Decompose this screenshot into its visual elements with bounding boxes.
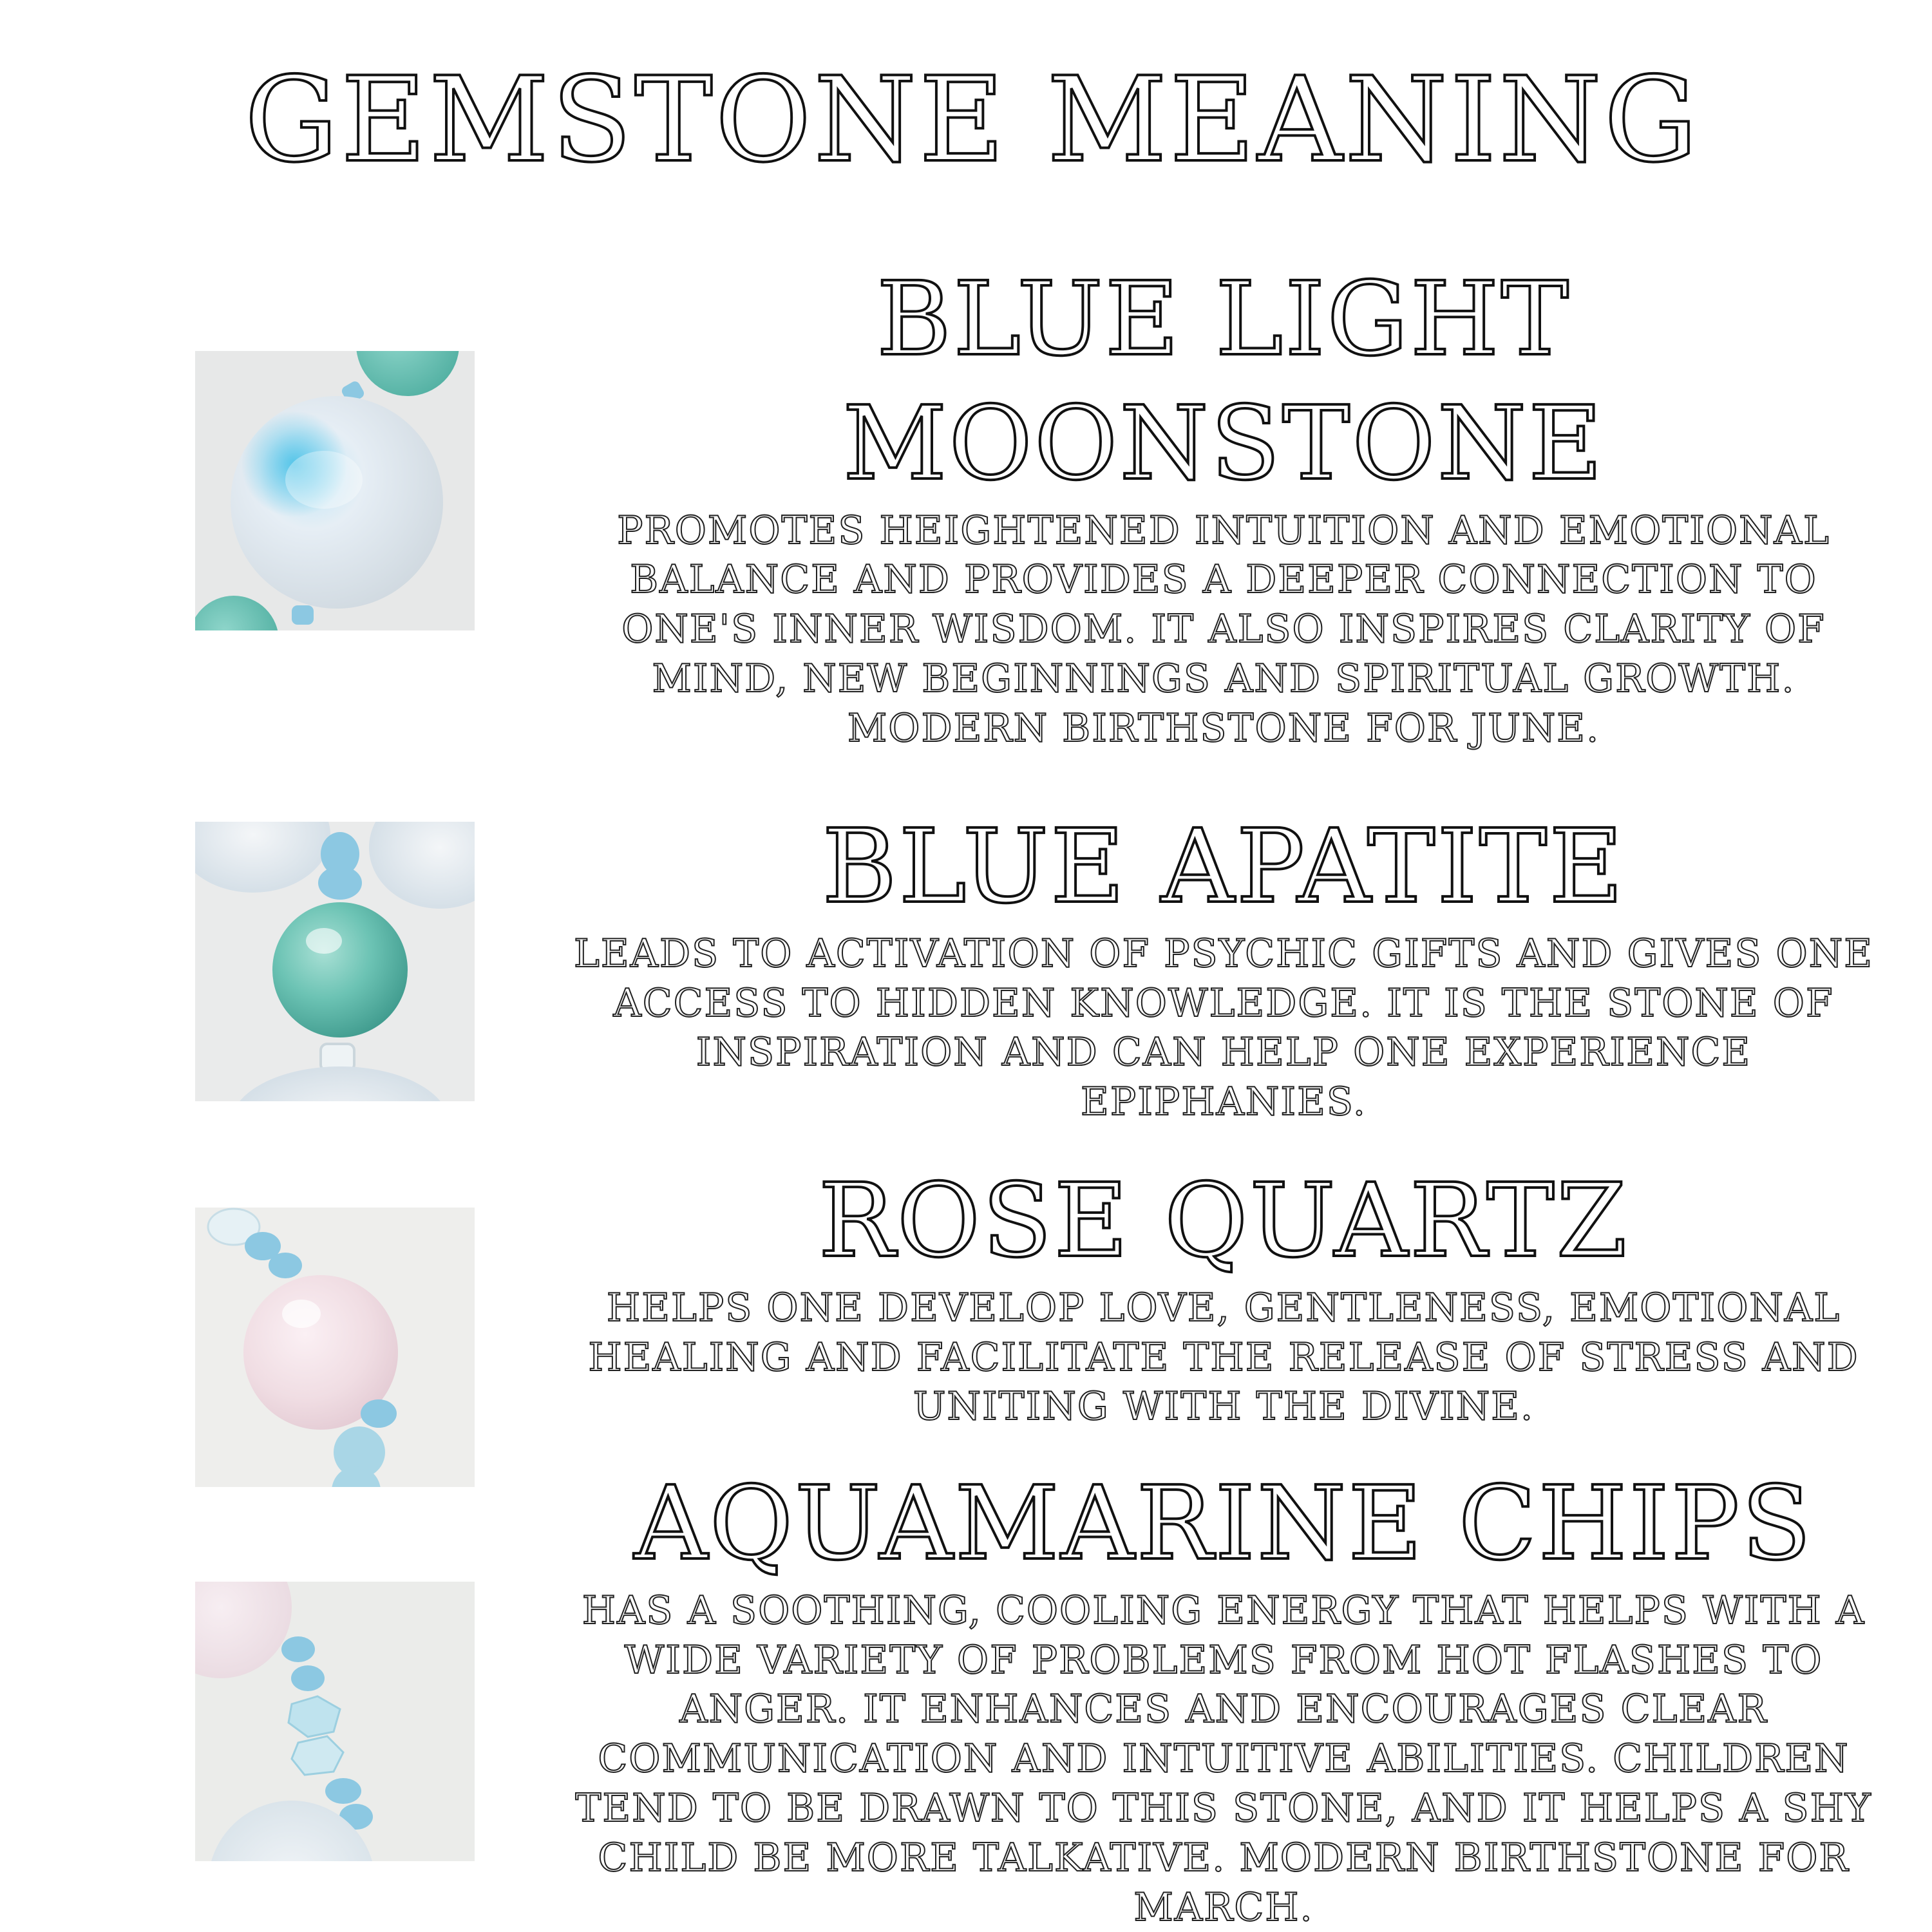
gem-description: LEADS TO ACTIVATION OF PSYCHIC GIFTS AND GIVES ONE ACCESS TO HIDDEN KNOWLEDGE. IT IS THE STONE OF INSPIRATION AND CAN HELP ONE EXPERIENCE EPIPHANIES. xyxy=(573,931,1873,1125)
gem-name: BLUE APATITE xyxy=(822,808,1625,926)
moonstone-bead-photo xyxy=(195,351,475,630)
page-title: GEMSTONE MEANING xyxy=(244,52,1701,188)
apatite-bead-photo xyxy=(195,822,475,1101)
gem-name: ROSE QUARTZ xyxy=(818,1162,1629,1280)
gem-description: HELPS ONE DEVELOP LOVE, GENTLENESS, EMOTIONAL HEALING AND FACILITATE THE RELEASE OF STRESS AND UNITING WITH THE DIVINE. xyxy=(588,1285,1859,1430)
gem-description: PROMOTES HEIGHTENED INTUITION AND EMOTIONAL BALANCE AND PROVIDES A DEEPER CONNECTION TO ONE'S INNER WISDOM. IT ALSO INSPIRES CLARITY OF MIND, NEW BEGINNINGS AND SPIRITUAL GROWTH. MODERN BIRTHSTONE FOR JUNE. xyxy=(617,507,1830,751)
gem-description: HAS A SOOTHING, COOLING ENERGY THAT HELPS WITH A WIDE VARIETY OF PROBLEMS FROM HOT FLASHES TO ANGER. IT ENHANCES AND ENCOURAGES CLEAR COMMUNICATION AND INTUITIVE ABILITIES. CHILDREN TEND TO BE DRAWN TO THIS STONE, AND IT HELPS A SHY CHILD BE MORE TALKATIVE. MODERN BIRTHSTONE FOR MARCH. xyxy=(575,1587,1872,1930)
gem-name: AQUAMARINE CHIPS xyxy=(634,1464,1814,1583)
aquamarine-chips-photo xyxy=(195,1582,475,1861)
gem-name: BLUE LIGHT MOONSTONE xyxy=(842,260,1605,503)
rose-quartz-bead-photo xyxy=(195,1208,475,1487)
